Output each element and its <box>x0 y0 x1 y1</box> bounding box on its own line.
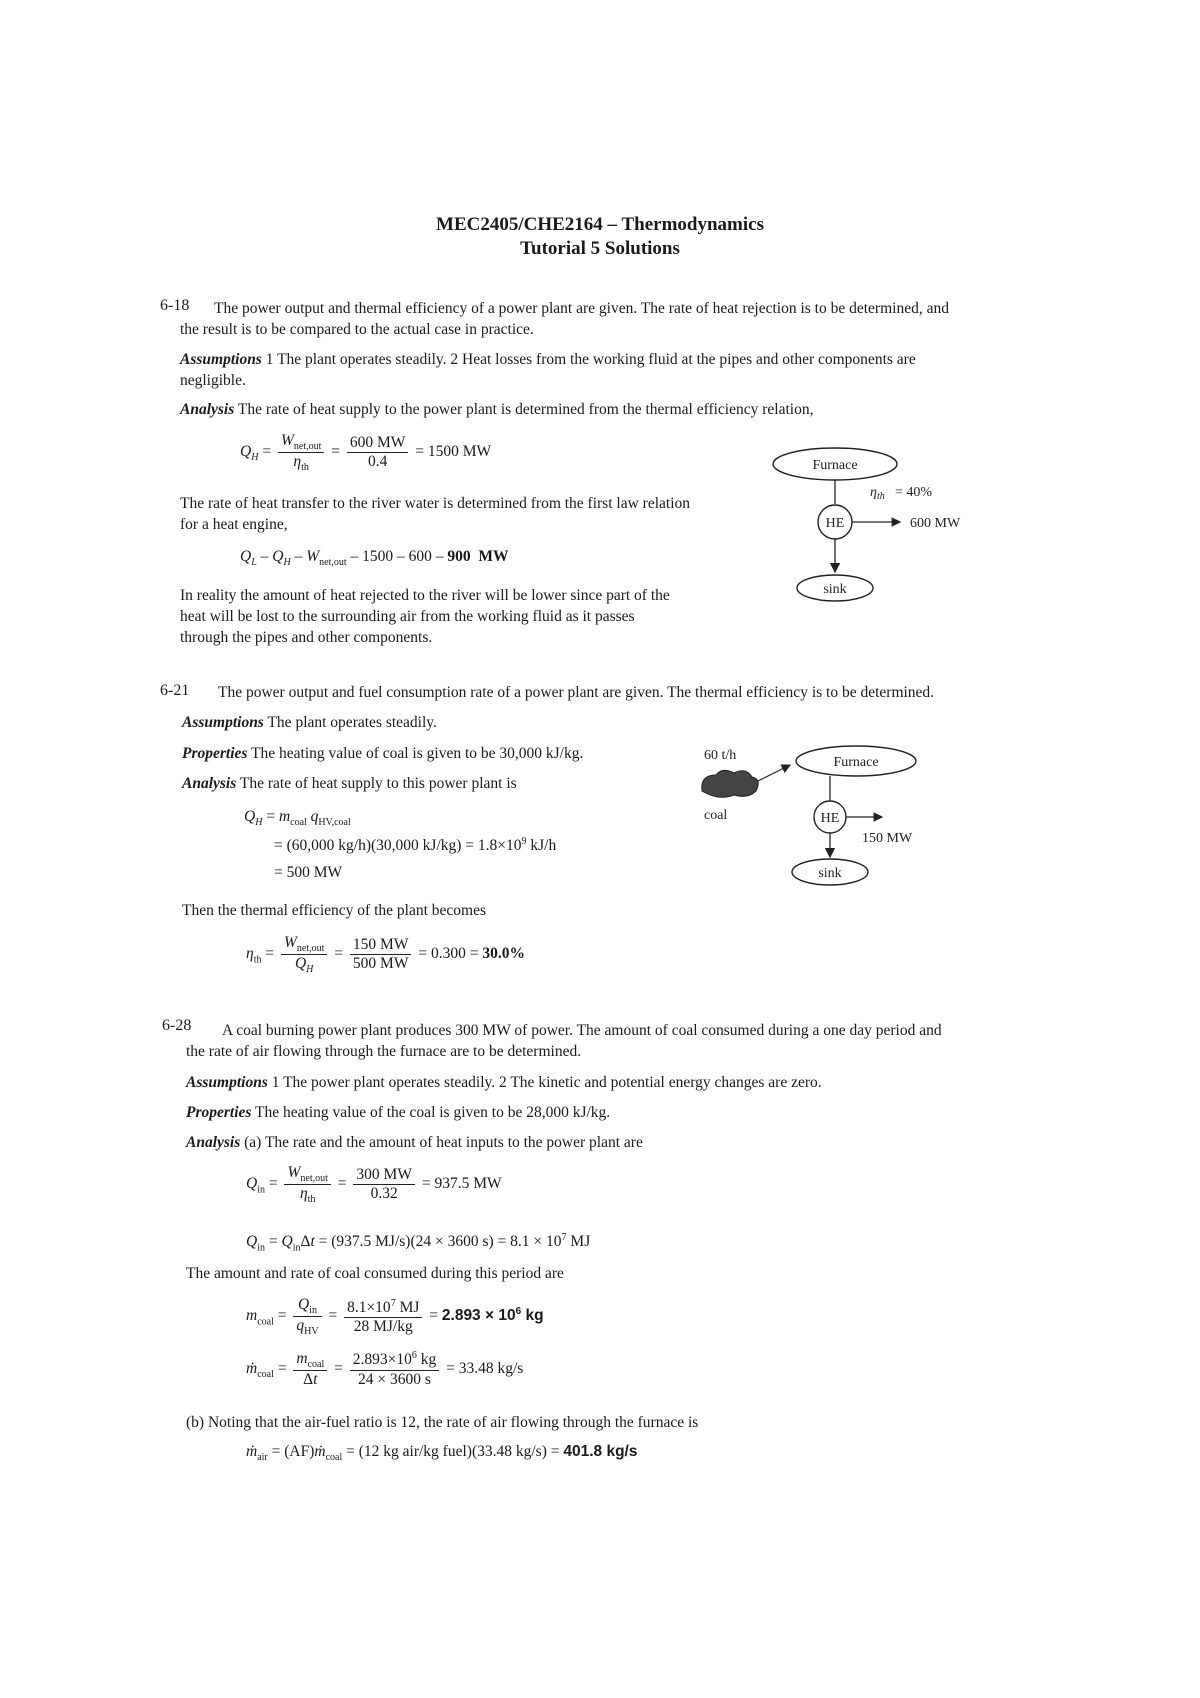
assumptions-text: The plant operates steadily. <box>267 714 437 731</box>
coal-pile-icon <box>702 770 758 797</box>
equation-thermal-efficiency: $\eta_{th}$ = $\frac{W_{net,out}}{Q_H}$ = $\frac{150 MW}{500 MW}$ = 0.300 = 30.0% <box>246 934 525 976</box>
equation-coal-rate: ṁ$_{coal}$ = $\frac{m_{coal}}{\Delta t}$ = $\frac{2.893\times 10^6 kg}{24 \times 3600 s}$ = 33.48 kg/s <box>246 1350 524 1389</box>
analysis-label: Analysis <box>186 1134 241 1151</box>
assumptions-paragraph <box>182 712 437 733</box>
problem-intro-cont: the result is to be compared to the actual case in practice. <box>180 321 534 338</box>
analysis-label: Analysis <box>180 401 235 418</box>
furnace-label: Furnace <box>812 458 858 473</box>
analysis-paragraph <box>186 1132 643 1153</box>
assumptions-text-cont: negligible. <box>180 372 246 389</box>
equation-heat-supply-line2: = (60,000 kg/h)(30,000 $kJ/kg) = 1.8\times 10^9$ kJ/h <box>274 836 557 855</box>
analysis-label: Analysis <box>182 775 237 792</box>
equation-heat-supply-line3: = 500 MW <box>274 864 343 881</box>
efficiency-label: = 40% <box>895 485 933 500</box>
efficiency-symbol: $\eta_{th}$ <box>870 485 885 502</box>
reality-text-cont2: through the pipes and other components. <box>180 629 433 646</box>
efficiency-text: Then the thermal efficiency of the plant becomes <box>182 902 486 919</box>
reality-text: In reality the amount of heat rejected to the river will be lower since part of the <box>180 587 670 604</box>
furnace-label: Furnace <box>833 755 879 770</box>
properties-text: The heating value of the coal is given to be 28,000 kJ/kg. <box>255 1104 611 1121</box>
properties-label: Properties <box>186 1104 252 1121</box>
heat-engine-label: HE <box>825 516 845 531</box>
properties-paragraph <box>182 743 583 764</box>
assumptions-paragraph <box>186 1072 822 1093</box>
equation-heat-input-rate: $Q_{in}$ = $\frac{W_{net,out}}{\eta_{th}}$ = $\frac{300 MW}{0.32}$ = 937.5 MW <box>246 1164 502 1206</box>
equation-air-rate: ṁ$_{air}$ = (AF)ṁ$_{coal}$ = (12 kg air/kg fuel)(33.48 kg/s) = 401.8 kg/s <box>246 1443 638 1464</box>
assumptions-paragraph <box>180 349 916 370</box>
assumptions-text: 1 The power plant operates steadily. 2 The kinetic and potential energy changes are zero. <box>271 1074 822 1091</box>
assumptions-text: 1 The plant operates steadily. 2 Heat losses from the working fluid at the pipes and other components are <box>265 351 916 368</box>
document-subtitle: Tutorial 5 Solutions <box>520 238 680 259</box>
analysis-text: (a) The rate and the amount of heat inputs to the power plant are <box>244 1134 643 1151</box>
analysis-paragraph <box>180 399 813 420</box>
heat-engine-label: HE <box>820 811 840 826</box>
problem-intro: The power output and fuel consumption rate of a power plant are given. The thermal efficiency is to be determined. <box>218 684 935 701</box>
problem-intro: A coal burning power plant produces 300 MW of power. The amount of coal consumed during a one day period and <box>222 1022 942 1039</box>
problem-intro: The power output and thermal efficiency of a power plant are given. The rate of heat rejection is to be determined, and <box>214 300 949 317</box>
coal-label: coal <box>704 808 728 823</box>
equation-heat-supply-line1: $Q_H = m_{coal}$ $q_{HV,coal}$ <box>244 808 351 829</box>
analysis-paragraph <box>182 773 517 794</box>
work-output-label: 150 MW <box>862 831 913 846</box>
document-title: MEC2405/CHE2164 – Thermodynamics <box>436 214 764 235</box>
equation-heat-input-amount: $Q_{in} = Q_{in}\Delta t = (937.5$ MJ/s)(24 × 3600 $s) = 8.1 \times 10^7$ MJ <box>246 1232 591 1254</box>
equation-heat-supply: $Q_H$ = $\frac{W_{net,out}}{\eta_{th}}$ = $\frac{600 MW}{0.4}$ = 1500 MW <box>240 432 492 474</box>
analysis-text: The rate of heat supply to the power plant is determined from the thermal efficiency relation, <box>237 401 814 418</box>
properties-text: The heating value of coal is given to be 30,000 kJ/kg. <box>251 745 584 762</box>
sink-label: sink <box>818 866 842 881</box>
problem-intro-cont: the rate of air flowing through the furnace are to be determined. <box>186 1043 582 1060</box>
reality-text-cont: heat will be lost to the surrounding air from the working fluid as it passes <box>180 608 635 625</box>
analysis-text: The rate of heat supply to this power plant is <box>239 775 517 792</box>
problem-number: 6-18 <box>160 297 190 314</box>
assumptions-label: Assumptions <box>180 351 262 368</box>
assumptions-label: Assumptions <box>186 1074 268 1091</box>
coal-feed-arrow <box>758 765 790 781</box>
work-output-label: 600 MW <box>910 516 961 531</box>
assumptions-label: Assumptions <box>182 714 264 731</box>
part-b-text: (b) Noting that the air-fuel ratio is 12, the rate of air flowing through the furnace is <box>186 1414 699 1431</box>
properties-paragraph <box>186 1102 610 1123</box>
power-plant-diagram <box>690 745 950 895</box>
problem-number: 6-28 <box>162 1017 192 1034</box>
coal-consumption-text: The amount and rate of coal consumed during this period are <box>186 1265 564 1282</box>
sink-label: sink <box>823 582 847 597</box>
heat-transfer-text-cont: for a heat engine, <box>180 516 288 533</box>
properties-label: Properties <box>182 745 248 762</box>
heat-transfer-text: The rate of heat transfer to the river water is determined from the first law relation <box>180 495 690 512</box>
heat-engine-diagram <box>760 440 1000 610</box>
equation-heat-rejection: $Q_L - Q_H - W_{net,out} - 1500 - 600 - 900$ MW <box>240 548 509 569</box>
problem-number: 6-21 <box>160 682 190 699</box>
equation-coal-mass: $m_{coal}$ = $\frac{Q_{in}}{q_{HV}}$ = $\frac{8.1\times 10^7 MJ}{28 MJ/kg}$ = $2.893 \times 10^6$ kg <box>246 1296 544 1338</box>
coal-rate-label: 60 t/h <box>704 748 737 763</box>
